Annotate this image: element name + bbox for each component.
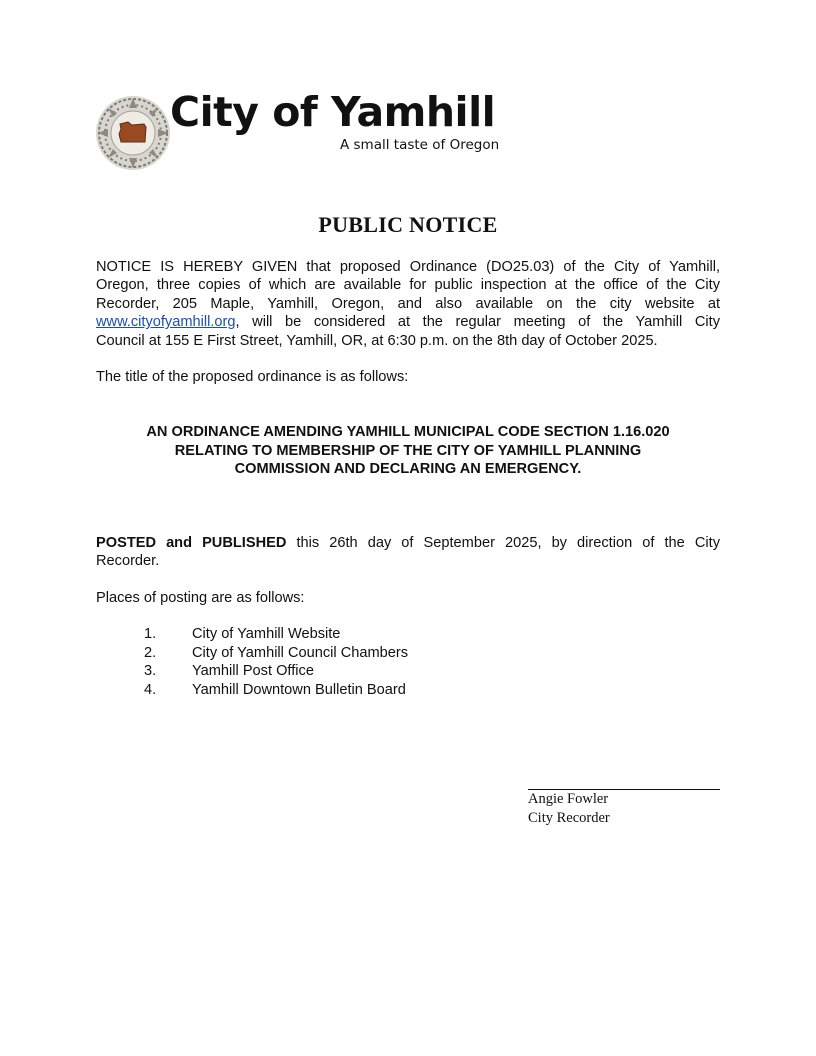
posted-bold: POSTED and PUBLISHED [96,535,287,551]
list-item-number: 3. [144,663,157,679]
list-item [144,681,408,700]
ordinance-title [96,423,720,479]
list-item [144,662,408,681]
letterhead [94,88,514,176]
list-item [144,625,408,644]
intro-line-4-text: , will be considered at the regular meeting of the Yamhill City [235,314,720,331]
list-item-text: Yamhill Downtown Bulletin Board [192,681,406,698]
ordinance-title-line-3: COMMISSION AND DECLARING AN EMERGENCY. [234,461,582,478]
city-tagline: A small taste of Oregon [340,137,500,153]
city-seal-logo [94,94,172,172]
list-item-number: 4. [144,681,157,698]
city-name: City of Yamhill [170,88,496,136]
places-intro: Places of posting are as follows: [96,590,305,606]
list-item-text: Yamhill Post Office [192,663,314,679]
intro-line-3: Recorder, 205 Maple, Yamhill, Oregon, and also available on the city website at [96,295,720,312]
list-item-text: City of Yamhill Council Chambers [192,644,409,661]
posted-line-2: Recorder. [96,553,160,570]
notice-intro-paragraph [96,258,720,350]
posted-paragraph [96,534,720,571]
list-item-number: 1. [144,626,157,642]
list-item [144,644,408,663]
notice-title: PUBLIC NOTICE [318,212,498,237]
signer-role: City Recorder [528,810,610,826]
list-item-text: City of Yamhill Website [192,626,341,642]
city-website-link[interactable]: www.cityofyamhill.org [96,314,236,331]
posted-line-1 [96,534,720,552]
ordinance-title-line-2: RELATING TO MEMBERSHIP OF THE CITY OF YAMHILL PLANNING [174,442,642,459]
ordinance-title-line-1: AN ORDINANCE AMENDING YAMHILL MUNICIPAL CODE SECTION 1.16.020 [146,424,670,440]
title-intro: The title of the proposed ordinance is as follows: [96,369,409,385]
posted-rest: this 26th day of September 2025, by direction of the City [286,535,720,551]
signature-line [528,789,720,790]
signer-name: Angie Fowler [528,791,609,807]
intro-line-5: Council at 155 E First Street, Yamhill, OR, at 6:30 p.m. on the 8th day of October 2025. [96,332,658,349]
intro-line-2: Oregon, three copies of which are available for public inspection at the office of the City [96,277,720,294]
intro-line-1: NOTICE IS HEREBY GIVEN that proposed Ordinance (DO25.03) of the City of Yamhill, [96,259,720,275]
places-list [144,625,408,699]
list-item-number: 2. [144,644,157,661]
intro-line-4 [96,313,720,331]
